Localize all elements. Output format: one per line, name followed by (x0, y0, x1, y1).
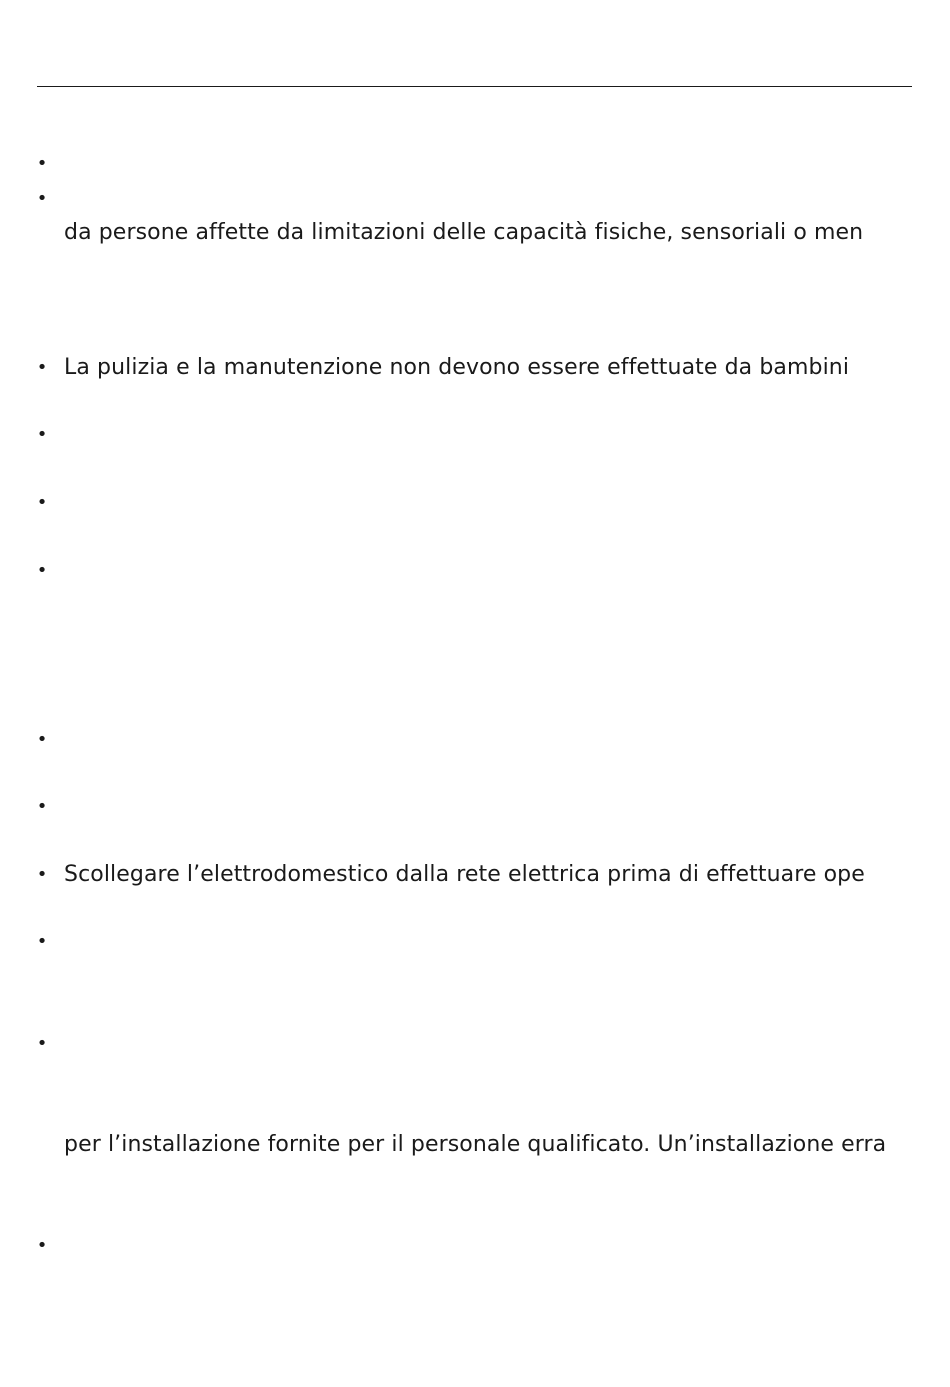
text-line-2: La pulizia e la manutenzione non devono essere effettuate da bambini (64, 355, 850, 380)
bullet-10: • (36, 931, 48, 952)
bullet-4: • (36, 424, 48, 445)
bullet-8: • (36, 796, 48, 817)
bullet-6: • (36, 560, 48, 581)
text-line-4: per l’installazione fornite per il personale qualificato. Un’installazione erra (64, 1132, 887, 1157)
bullet-7: • (36, 729, 48, 750)
bullet-5: • (36, 492, 48, 513)
bullet-11: • (36, 1033, 48, 1054)
text-line-3: Scollegare l’elettrodomestico dalla rete elettrica prima di effettuare ope (64, 862, 865, 887)
bullet-2: • (36, 188, 48, 209)
bullet-3: • (36, 357, 48, 378)
bullet-12: • (36, 1235, 48, 1256)
bullet-1: • (36, 153, 48, 174)
header-divider (37, 86, 912, 87)
bullet-9: • (36, 864, 48, 885)
text-line-1: da persone affette da limitazioni delle capacità fisiche, sensoriali o men (64, 220, 864, 245)
